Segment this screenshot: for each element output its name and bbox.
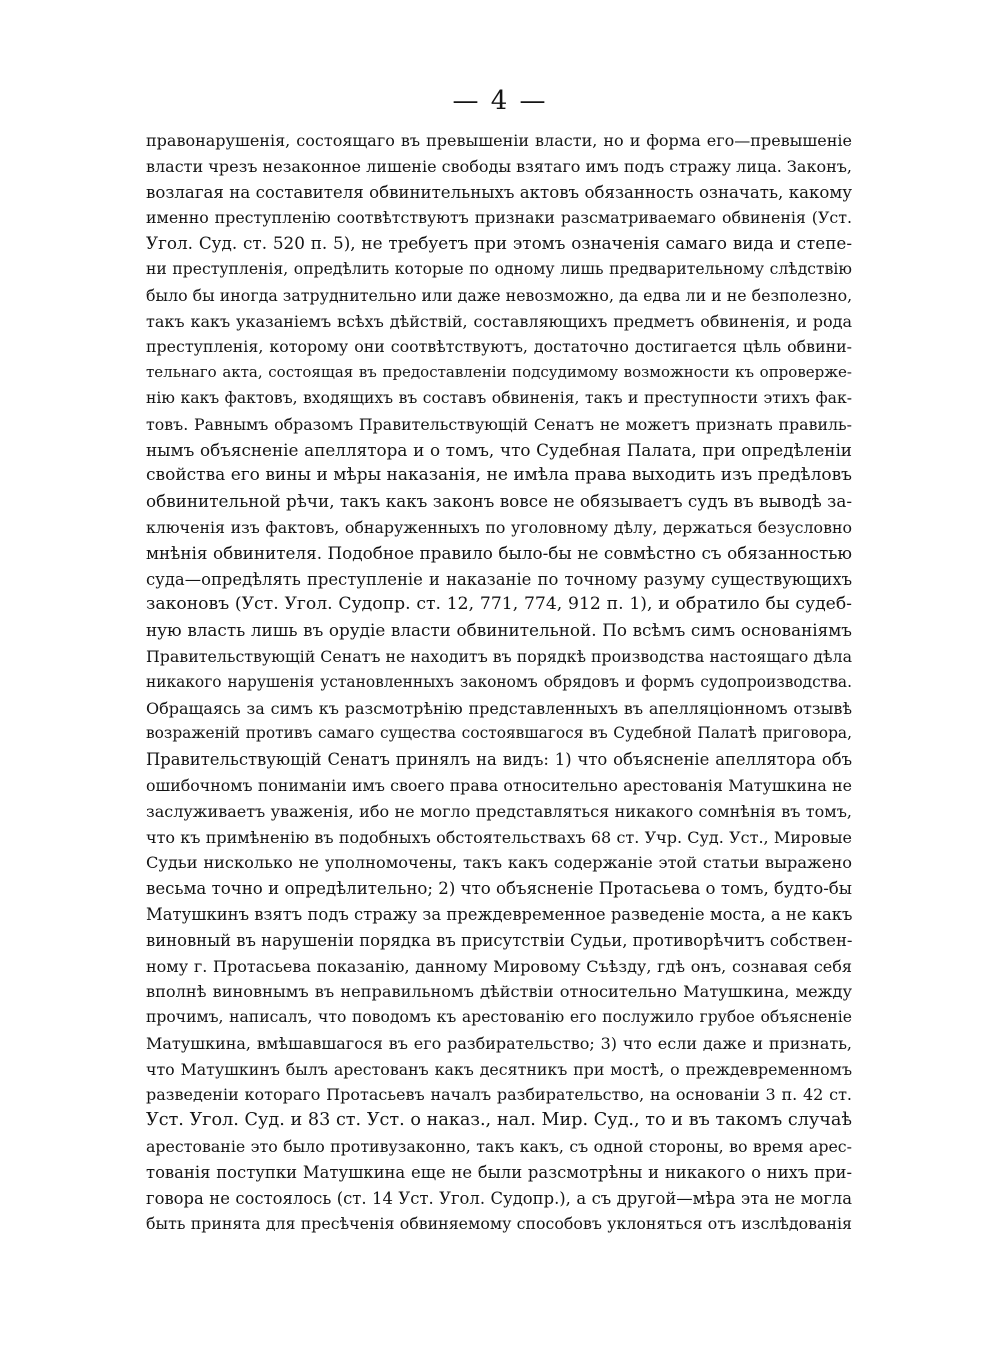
text-line: было бы иногда затруднительно или даже невозможно, да едва ли и не безполезно, — [146, 285, 852, 305]
text-line: свойства его вины и мѣры наказанія, не имѣла права выходить изъ предѣловъ — [146, 465, 852, 486]
text-line: ную власть лишь въ орудіе власти обвинительной. По всѣмъ симъ основаніямъ — [146, 620, 852, 641]
text-line: такъ какъ указаніемъ всѣхъ дѣйствій, составляющихъ предметъ обвиненія, и рода — [146, 311, 852, 331]
text-line: возраженій противъ самаго существа состоявшагося въ Судебной Палатѣ приговора, — [146, 724, 852, 743]
text-line: быть принята для пресѣченія обвиняемому способовъ уклоняться отъ изслѣдованія — [146, 1214, 852, 1234]
text-line: ни преступленія, опредѣлить которые по одному лишь предварительному слѣдствію — [146, 259, 852, 278]
text-line: Угол. Суд. ст. 520 п. 5), не требуетъ при этомъ означенія самаго вида и степе- — [146, 233, 852, 254]
text-line: ному г. Протасьева показанію, данному Мировому Съѣзду, гдѣ онъ, сознавая себя — [146, 956, 852, 976]
text-line: ключенія изъ фактовъ, обнаруженныхъ по уголовному дѣлу, держаться безусловно — [146, 517, 852, 537]
text-line: именно преступленію соотвѣтствуютъ признаки разсматриваемаго обвиненія (Уст. — [146, 208, 852, 228]
text-line: говора не состоялось (ст. 14 Уст. Угол. Судопр.), а съ другой—мѣра эта не могла — [146, 1188, 852, 1208]
text-line: Уст. Угол. Суд. и 83 ст. Уст. о наказ., нал. Мир. Суд., то и въ такомъ случаѣ — [146, 1110, 852, 1131]
text-line: заслуживаетъ уваженія, ибо не могло представляться никакого сомнѣнія въ томъ, — [146, 801, 852, 821]
text-line: нымъ объясненіе апеллятора и о томъ, что Судебная Палата, при опредѣленіи — [146, 439, 852, 460]
text-line: никакого нарушенія установленныхъ закономъ обрядовъ и формъ судопроизводства. — [146, 672, 852, 691]
text-line: тованія поступки Матушкина еще не были разсмотрѣны и никакого о нихъ при- — [146, 1162, 852, 1182]
body-text — [146, 128, 852, 1237]
text-line: прочимъ, написалъ, что поводомъ къ арестованію его послужило грубое объясненіе — [146, 1008, 852, 1027]
text-line: вполнѣ виновнымъ въ неправильномъ дѣйствіи относительно Матушкина, между — [146, 982, 852, 1002]
text-line: нію какъ фактовъ, входящихъ въ составъ обвиненія, такъ и преступности этихъ фак- — [146, 388, 852, 407]
text-line: что Матушкинъ былъ арестованъ какъ десятникъ при мостѣ, о преждевременномъ — [146, 1059, 852, 1079]
text-line: Правительствующій Сенатъ принялъ на видъ: 1) что объясненіе апеллятора объ — [146, 750, 852, 770]
text-line: товъ. Равнымъ образомъ Правительствующій Сенатъ не можетъ признать правиль- — [146, 414, 852, 434]
text-line: весьма точно и опредѣлительно; 2) что объясненіе Протасьева о томъ, будто-бы — [146, 879, 852, 899]
text-line: Судьи нисколько не уполномочены, такъ какъ содержаніе этой статьи выражено — [146, 853, 852, 873]
text-line: что къ примѣненію въ подобныхъ обстоятельствахъ 68 ст. Учр. Суд. Уст., Мировые — [146, 827, 852, 847]
text-line: обвинительной рѣчи, такъ какъ законъ вовсе не обязываетъ судъ въ выводѣ за- — [146, 491, 852, 512]
text-line: тельнаго акта, состоящая въ предоставленіи подсудимому возможности къ опроверже- — [146, 363, 852, 382]
text-line: виновный въ нарушеніи порядка въ присутствіи Судьи, противорѣчитъ собствен- — [146, 930, 852, 950]
page-number: — 4 — — [452, 86, 548, 116]
text-line: Обращаясь за симъ къ разсмотрѣнію представленныхъ въ апелляціонномъ отзывѣ — [146, 698, 852, 718]
text-line: ошибочномъ пониманіи имъ своего права относительно арестованія Матушкина не — [146, 775, 852, 795]
text-line: власти чрезъ незаконное лишеніе свободы взятаго имъ подъ стражу лица. Законъ, — [146, 156, 852, 176]
text-line: Матушкина, вмѣшавшагося въ его разбирательство; 3) что если даже и признать, — [146, 1033, 852, 1053]
text-line: преступленія, которому они соотвѣтствуютъ, достаточно достигается цѣль обвини- — [146, 337, 852, 357]
text-line: суда—опредѣлять преступленіе и наказаніе по точному разуму существующихъ — [146, 569, 852, 589]
text-line: Правительствующій Сенатъ не находитъ въ порядкѣ производства настоящаго дѣла — [146, 646, 852, 666]
text-line: мнѣнія обвинителя. Подобное правило было-бы не совмѣстно съ обязанностью — [146, 542, 852, 563]
text-line: правонарушенія, состоящаго въ превышеніи власти, но и форма его—превышеніе — [146, 131, 852, 150]
text-line: разведеніи котораго Протасьевъ началъ разбирательство, на основаніи 3 п. 42 ст. — [146, 1085, 852, 1105]
text-line: возлагая на составителя обвинительныхъ актовъ обязанность означать, какому — [146, 182, 852, 202]
text-line: арестованіе это было противузаконно, такъ какъ, съ одной стороны, во время арес- — [146, 1137, 852, 1157]
text-line: законовъ (Уст. Угол. Судопр. ст. 12, 771, 774, 912 п. 1), и обратило бы судеб- — [146, 594, 852, 615]
text-line: Матушкинъ взятъ подъ стражу за преждевременное разведеніе моста, а не какъ — [146, 904, 852, 924]
